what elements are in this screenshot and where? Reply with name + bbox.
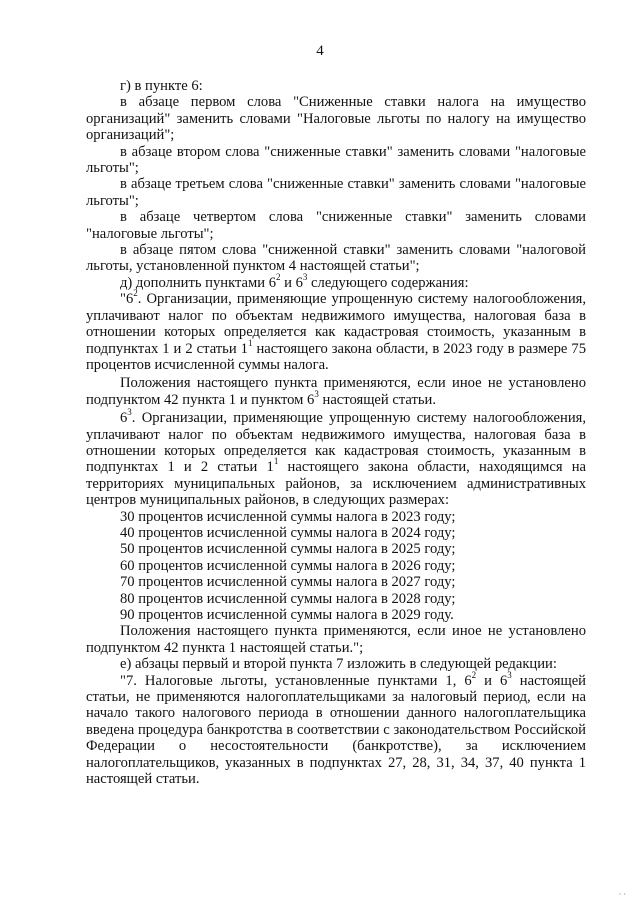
rate-item-2029: 90 процентов исчисленной суммы налога в 2029 году. — [120, 607, 454, 623]
paragraph-fifth-abzac: в абзаце пятом слова "сниженной ставки" заменить словами "налоговой льготы, установленной пунктом 4 настоящей статьи"; — [86, 242, 586, 275]
paragraph-point-6-3: $6^3$. Организации, применяющие упрощенную систему налогообложения, уплачивают налог по объектам недвижимого имущества, налоговая база в отношении которых определяется как кадастровая стоимость, указанным в подпунктах 1 и 2 статьи $1^1$ настоящего закона области, находящимся на территориях муниципальных районов, за исключением административных центров муниципальных районов, в следующих размерах: — [86, 407, 586, 509]
paragraph-point-6-2: "$6^2$. Организации, применяющие упрощенную систему налогообложения, уплачивают налог по объектам недвижимого имущества, налоговая база в отношении которых определяется как кадастровая стоимость, указанным в подпунктах 1 и 2 статьи $1^1$ настоящего закона области, в 2023 году в размере 75 процентов исчисленной суммы налога. — [86, 288, 586, 373]
rate-item-2028: 80 процентов исчисленной суммы налога в 2028 году; — [120, 590, 456, 607]
paragraph-subitem-g: г) в пункте 6: — [120, 78, 203, 94]
rate-item-2023: 30 процентов исчисленной суммы налога в 2023 году; — [120, 508, 456, 525]
paragraph-point-6-2-provisions: Положения настоящего пункта применяются, если иное не установлено подпунктом 42 пункта 1 и пунктом $6^3$ настоящей статьи. — [86, 375, 586, 408]
paragraph-subitem-d: д) дополнить пунктами $6^2$ и $6^3$ следующего содержания: — [120, 272, 469, 291]
rate-item-2025: 50 процентов исчисленной суммы налога в 2025 году; — [120, 541, 456, 558]
paragraph-subitem-e: е) абзацы первый и второй пункта 7 изложить в следующей редакции: — [120, 656, 557, 673]
rate-item-2024: 40 процентов исчисленной суммы налога в 2024 году; — [120, 524, 456, 541]
page-number: 4 — [316, 43, 324, 59]
paragraph-first-abzac: в абзаце первом слова "Сниженные ставки налога на имущество организаций" заменить словами "Налоговые льготы по налогу на имущество организаций"; — [86, 94, 586, 144]
rate-item-2026: 60 процентов исчисленной суммы налога в 2026 году; — [120, 557, 456, 574]
scan-corner-mark: · · — [618, 890, 626, 899]
paragraph-fourth-abzac: в абзаце четвертом слова "сниженные ставки" заменить словами "налоговые льготы"; — [86, 209, 586, 242]
document-body — [86, 78, 586, 787]
paragraph-point-7: "7. Налоговые льготы, установленные пунктами 1, $6^2$ и $6^3$ настоящей статьи, не применяются налогоплательщиками за налоговый период, если на начало такого налогового периода в отношении данного налогоплательщика введена процедура банкротства в соответствии с законодательством Российской Федерации о несостоятельности (банкротстве), за исключением налогоплательщиков, указанных в подпунктах 27, 28, 31, 34, 37, 40 пункта 1 настоящей статьи. — [86, 669, 586, 788]
paragraph-point-6-3-provisions: Положения настоящего пункта применяются, если иное не установлено подпунктом 42 пункта 1 настоящей статьи."; — [86, 623, 586, 656]
paragraph-third-abzac: в абзаце третьем слова "сниженные ставки" заменить словами "налоговые льготы"; — [86, 176, 586, 209]
rate-item-2027: 70 процентов исчисленной суммы налога в 2027 году; — [120, 574, 456, 591]
paragraph-second-abzac: в абзаце втором слова "сниженные ставки" заменить словами "налоговые льготы"; — [86, 143, 586, 177]
